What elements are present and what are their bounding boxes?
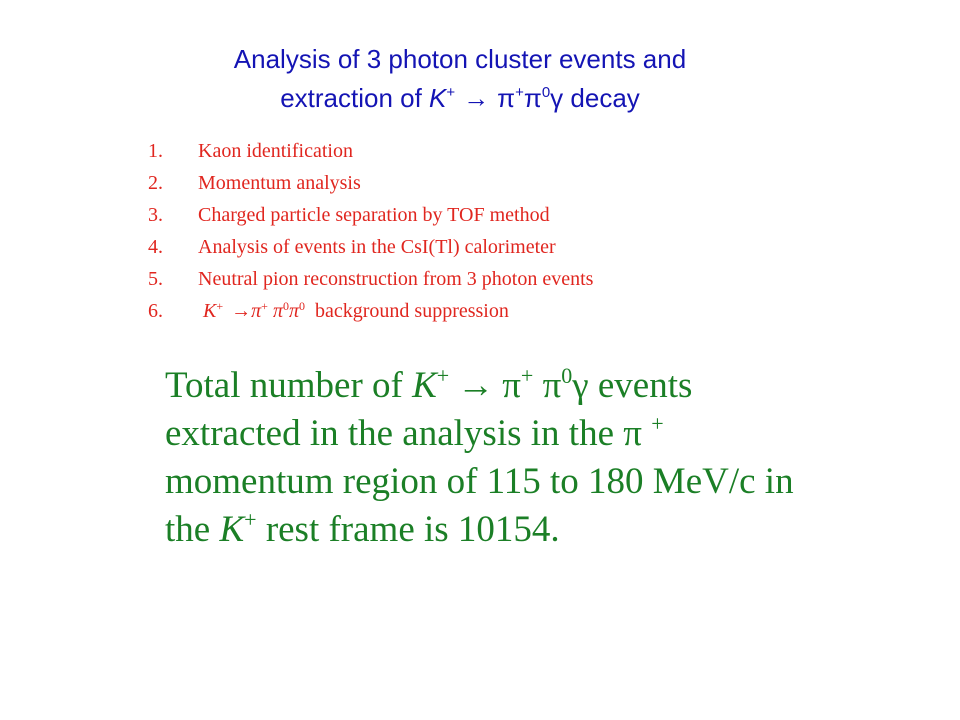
title-kaon-symbol: K: [429, 83, 447, 113]
list-item-number: 1.: [148, 140, 163, 162]
summary-line-3: momentum region of 115 to 180 MeV/c in: [165, 461, 794, 502]
item-kaon-charge: +: [216, 299, 224, 313]
summary-line-4-kaon-charge: +: [244, 507, 257, 532]
item-pion0-a-charge: 0: [282, 299, 289, 313]
item-pion: π: [251, 300, 262, 322]
list-item-text: Charged particle separation by TOF method: [198, 204, 550, 226]
item-pion0-b: π: [288, 300, 299, 322]
summary-kaon-symbol: K: [412, 365, 437, 406]
list-item-number: 2.: [148, 172, 163, 194]
summary-line-4-prefix: the: [165, 509, 220, 550]
item-kaon-symbol: K: [203, 300, 217, 322]
title-pion-1: π: [497, 83, 516, 113]
list-item-text: Neutral pion reconstruction from 3 photon events: [198, 268, 594, 290]
item-pion-charge: +: [261, 299, 268, 313]
list-item: [148, 263, 593, 295]
list-item-number: 6.: [148, 300, 163, 322]
list-item-text: Kaon identification: [198, 140, 353, 162]
summary-line-2: [165, 410, 825, 458]
title-line-1: Analysis of 3 photon cluster events and: [233, 44, 687, 74]
item-arrow: →: [231, 300, 252, 322]
summary-line-1-suffix: events: [597, 365, 693, 406]
summary-line-4: [165, 506, 825, 554]
summary-line-2-pion: π: [623, 413, 642, 454]
slide-title: [140, 40, 780, 118]
list-item-number: 3.: [148, 204, 163, 226]
summary-pion-2: π: [542, 365, 562, 406]
title-kaon-charge: +: [446, 84, 456, 101]
title-line-2: [140, 79, 780, 118]
title-arrow: →: [463, 83, 490, 113]
list-item: [148, 135, 593, 167]
list-item-number: 4.: [148, 236, 163, 258]
item-suffix: background suppression: [315, 300, 509, 322]
list-item-text: Momentum analysis: [198, 172, 361, 194]
summary-pion-1: π: [502, 365, 521, 406]
list-item-text: Analysis of events in the CsI(Tl) calorimeter: [198, 236, 556, 258]
summary-arrow: →: [457, 365, 495, 406]
list-item: [148, 295, 593, 327]
summary-pion-2-charge: 0: [561, 363, 573, 388]
summary-line-1-prefix: Total number of: [165, 365, 413, 406]
summary-line-4-kaon: K: [219, 509, 245, 550]
title-pion-2: π: [523, 83, 542, 113]
summary-pion-1-charge: +: [520, 363, 534, 388]
title-line-2-suffix: decay: [570, 83, 640, 113]
analysis-steps-list: [148, 135, 593, 327]
title-pion-2-charge: 0: [541, 84, 551, 101]
summary-line-2-prefix: extracted in the analysis in the: [165, 413, 624, 454]
list-item-number: 5.: [148, 268, 163, 290]
list-item: [148, 231, 593, 263]
item-pion0-b-charge: 0: [299, 299, 305, 313]
summary-kaon-charge: +: [436, 363, 450, 388]
summary-line-1: [165, 362, 825, 410]
title-pion-1-charge: +: [515, 84, 524, 101]
title-line-2-prefix: extraction of: [280, 83, 430, 113]
summary-gamma: γ: [572, 365, 589, 406]
summary-text: [165, 362, 825, 554]
item-pion0-a: π: [272, 300, 283, 322]
title-gamma: γ: [550, 83, 564, 113]
list-item: [148, 167, 593, 199]
list-item-text: [198, 295, 509, 327]
list-item: [148, 199, 593, 231]
summary-line-2-pion-charge: +: [651, 411, 664, 436]
summary-line-4-suffix: rest frame is 10154.: [256, 509, 560, 550]
